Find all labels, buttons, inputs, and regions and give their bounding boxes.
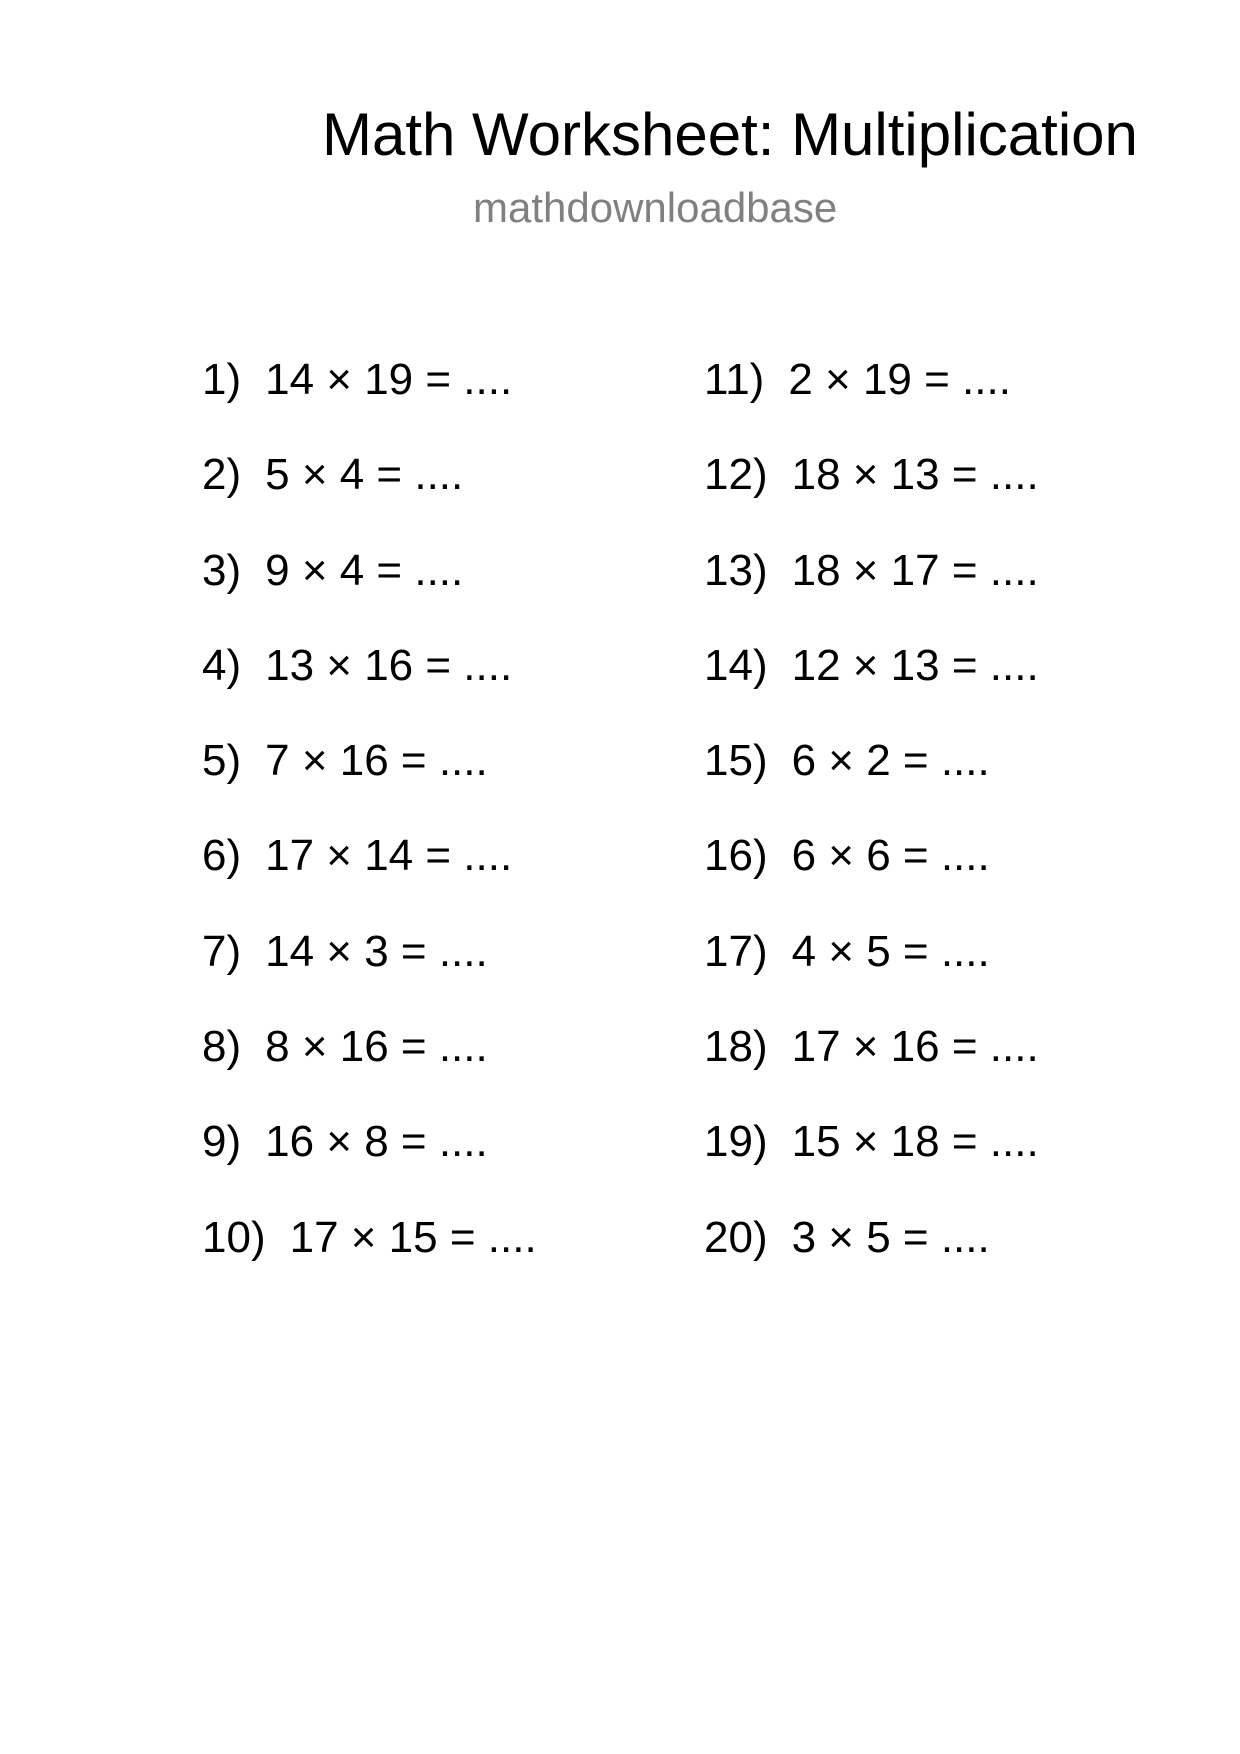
problem-number: 9): [202, 1117, 242, 1167]
page-title: Math Worksheet: Multiplication: [322, 101, 1138, 168]
problem-number: 18): [704, 1022, 768, 1072]
problem-number: 1): [202, 355, 242, 404]
problem-item: [704, 354, 1039, 449]
problem-item: [704, 449, 1039, 544]
problem-number: 19): [704, 1117, 768, 1167]
problem-expression: 12 × 13 = ....: [791, 640, 1039, 690]
problem-item: [202, 926, 537, 1021]
problem-item: [704, 1116, 1039, 1211]
problem-expression: 14 × 19 = ....: [265, 355, 513, 404]
problem-number: 3): [202, 545, 242, 595]
problem-column-left: [202, 354, 537, 1307]
problem-number: 8): [202, 1022, 242, 1072]
problem-expression: 18 × 17 = ....: [791, 545, 1039, 595]
problem-item: [202, 1116, 537, 1211]
problem-expression: 16 × 8 = ....: [265, 1117, 488, 1167]
problem-number: 16): [704, 831, 768, 881]
problem-expression: 5 × 4 = ....: [265, 450, 464, 500]
problem-expression: 7 × 16 = ....: [265, 736, 488, 786]
problem-column-right: [704, 354, 1039, 1307]
problem-item: [202, 735, 537, 830]
problem-expression: 3 × 5 = ....: [791, 1212, 990, 1262]
problem-number: 7): [202, 926, 242, 976]
problem-item: [704, 1021, 1039, 1116]
problem-item: [202, 1021, 537, 1116]
problem-expression: 15 × 18 = ....: [791, 1117, 1039, 1167]
problem-item: [202, 545, 537, 640]
problem-item: [202, 354, 537, 449]
problem-number: 4): [202, 640, 242, 690]
problem-item: [202, 1212, 537, 1307]
problem-number: 2): [202, 450, 242, 500]
problem-item: [202, 449, 537, 544]
problem-item: [704, 830, 1039, 925]
problem-number: 11): [704, 355, 765, 404]
problem-number: 10): [202, 1212, 266, 1262]
problem-number: 20): [704, 1212, 768, 1262]
problem-expression: 8 × 16 = ....: [265, 1022, 488, 1072]
problem-number: 13): [704, 545, 768, 595]
problem-item: [704, 545, 1039, 640]
problem-expression: 6 × 2 = ....: [791, 736, 990, 786]
problem-number: 14): [704, 640, 768, 690]
problem-expression: 2 × 19 = ....: [788, 355, 1011, 404]
problem-expression: 17 × 15 = ....: [289, 1212, 537, 1262]
problem-item: [202, 830, 537, 925]
problem-expression: 14 × 3 = ....: [265, 926, 488, 976]
problem-item: [704, 926, 1039, 1021]
problem-number: 17): [704, 926, 768, 976]
problem-item: [704, 1212, 1039, 1307]
page-subtitle: mathdownloadbase: [473, 184, 838, 231]
problem-expression: 17 × 14 = ....: [265, 831, 513, 881]
problem-item: [704, 640, 1039, 735]
problem-number: 15): [704, 736, 768, 786]
problem-expression: 18 × 13 = ....: [791, 450, 1039, 500]
problem-expression: 9 × 4 = ....: [265, 545, 464, 595]
problem-expression: 13 × 16 = ....: [265, 640, 513, 690]
problem-item: [202, 640, 537, 735]
problem-expression: 6 × 6 = ....: [791, 831, 990, 881]
problem-number: 5): [202, 736, 242, 786]
problem-number: 12): [704, 450, 768, 500]
problem-expression: 17 × 16 = ....: [791, 1022, 1039, 1072]
problem-item: [704, 735, 1039, 830]
problem-expression: 4 × 5 = ....: [791, 926, 990, 976]
problem-number: 6): [202, 831, 242, 881]
